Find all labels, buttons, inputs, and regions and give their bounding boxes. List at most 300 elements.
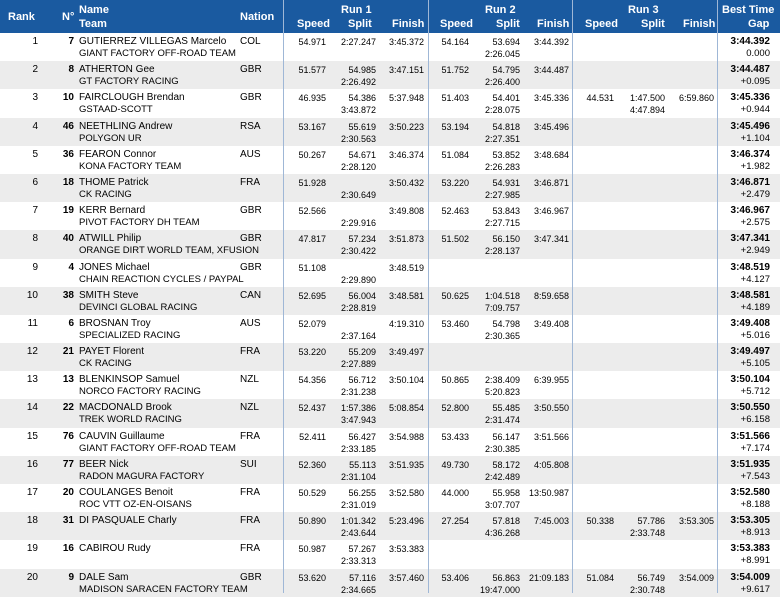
- number-cell: 19: [62, 205, 74, 217]
- best-time: 3:48.581: [730, 289, 770, 301]
- best-time: 3:45.496: [730, 120, 770, 132]
- run1-speed: 51.577: [298, 65, 326, 76]
- run1-finish: 3:49.497: [388, 347, 424, 358]
- run2-split-2: 4:36.268: [484, 528, 520, 539]
- run1-speed: 52.079: [298, 318, 326, 329]
- run2-split: 53.694: [492, 37, 520, 47]
- run2-split: 54.798: [492, 318, 520, 329]
- number-cell: 76: [62, 430, 74, 442]
- table-row: [0, 287, 780, 315]
- rider-name: KERR Bernard: [79, 205, 146, 217]
- nation-cell: FRA: [240, 487, 260, 498]
- rank-cell: 18: [26, 515, 38, 527]
- run3-finish: 6:59.860: [678, 93, 714, 104]
- run1-split: 2:27.247: [340, 37, 376, 47]
- run1-split-2: 2:29.890: [340, 274, 376, 285]
- run2-split: 54.931: [492, 177, 520, 188]
- rider-name: BLENKINSOP Samuel: [79, 374, 180, 386]
- gap-cell: +5.016: [740, 329, 770, 341]
- table-row: [0, 174, 780, 202]
- run1-finish: 3:57.460: [388, 572, 424, 583]
- col-divider: [572, 0, 573, 593]
- rank-cell: 19: [26, 543, 38, 555]
- number-cell: 10: [62, 92, 74, 104]
- nation-cell: RSA: [240, 120, 261, 132]
- run1-split: 54.386: [348, 93, 376, 104]
- run2-finish: 3:46.967: [533, 206, 569, 217]
- run3-split: 1:47.500: [629, 93, 665, 104]
- rider-name: COULANGES Benoit: [79, 487, 173, 498]
- run1-speed: 52.437: [298, 403, 326, 414]
- rider-name: ATWILL Philip: [79, 233, 142, 245]
- number-cell: 7: [68, 36, 74, 47]
- run1-split-2: 2:30.649: [340, 189, 376, 200]
- team-name: SPECIALIZED RACING: [79, 329, 181, 341]
- run1-finish: 3:47.151: [388, 65, 424, 76]
- number-cell: 38: [62, 289, 74, 301]
- rider-name: SMITH Steve: [79, 289, 139, 301]
- number-cell: 40: [62, 233, 74, 245]
- rider-name: FAIRCLOUGH Brendan: [79, 92, 185, 104]
- rider-name: PAYET Florent: [79, 346, 145, 358]
- run2-speed: 52.800: [441, 403, 469, 414]
- rider-name: JONES Michael: [79, 261, 150, 273]
- run2-split-2: 2:27.985: [484, 189, 520, 200]
- team-name: NORCO FACTORY RACING: [79, 386, 201, 398]
- run2-split: 55.485: [492, 403, 520, 414]
- run2-speed: 51.502: [441, 234, 469, 245]
- best-time: 3:44.487: [730, 64, 770, 76]
- best-time: 3:50.104: [730, 374, 770, 386]
- number-cell: 16: [62, 543, 74, 555]
- header-run3-split: Split: [641, 18, 665, 30]
- rider-name: GUTIERREZ VILLEGAS Marcelo: [79, 36, 227, 47]
- run2-split: 57.818: [492, 516, 520, 527]
- nation-cell: AUS: [240, 148, 261, 160]
- run2-speed: 53.194: [441, 121, 469, 132]
- run1-finish: 3:51.935: [388, 459, 424, 470]
- run1-split-2: 2:33.313: [340, 556, 376, 567]
- table-row: [0, 512, 780, 540]
- rider-name: NEETHLING Andrew: [79, 120, 173, 132]
- table-row: [0, 371, 780, 399]
- run2-split-2: 5:20.823: [484, 387, 520, 398]
- run1-split-2: 2:33.185: [340, 443, 376, 454]
- run1-finish: 3:50.104: [388, 375, 424, 386]
- run1-split-2: 2:27.889: [340, 359, 376, 370]
- header-run3-speed: Speed: [585, 18, 619, 30]
- results-rows: [0, 33, 780, 597]
- run2-speed: 51.403: [441, 93, 469, 104]
- gap-cell: +8.188: [740, 499, 770, 510]
- gap-cell: +7.174: [740, 442, 770, 454]
- best-time: 3:52.580: [730, 487, 770, 498]
- rank-cell: 11: [27, 317, 38, 329]
- gap-cell: +2.949: [740, 245, 770, 257]
- nation-cell: COL: [240, 36, 261, 47]
- number-cell: 77: [62, 458, 74, 470]
- number-cell: 8: [68, 64, 74, 76]
- run2-split-2: 19:47.000: [479, 584, 520, 595]
- best-time: 3:45.336: [730, 92, 770, 104]
- run3-split-2: 2:33.748: [629, 528, 665, 539]
- nation-cell: GBR: [240, 64, 262, 76]
- run2-speed: 53.460: [441, 318, 469, 329]
- run1-split: 57.234: [348, 234, 376, 245]
- run2-split: 53.852: [492, 149, 520, 160]
- rider-name: BEER Nick: [79, 458, 129, 470]
- header-no: N°: [62, 11, 75, 23]
- best-time: 3:51.566: [730, 430, 770, 442]
- run1-split: 55.619: [348, 121, 376, 132]
- run2-split-2: 2:28.137: [484, 246, 520, 257]
- nation-cell: GBR: [240, 261, 262, 273]
- nation-cell: CAN: [240, 289, 262, 301]
- team-name: RADON MAGURA FACTORY: [79, 470, 205, 482]
- run2-split-2: 2:30.385: [484, 443, 520, 454]
- run3-finish: 3:54.009: [678, 572, 714, 583]
- header-name: Name: [79, 4, 109, 16]
- run1-speed: 47.817: [298, 234, 326, 245]
- run1-split-2: 2:26.492: [340, 77, 376, 88]
- run2-split-2: 2:26.283: [484, 161, 520, 172]
- rider-name: MACDONALD Brook: [79, 402, 172, 414]
- run1-split: 54.671: [348, 149, 376, 160]
- number-cell: 6: [68, 317, 74, 329]
- best-time: 3:48.519: [730, 261, 770, 273]
- rider-name: DALE Sam: [79, 571, 129, 583]
- run2-split: 54.795: [492, 65, 520, 76]
- number-cell: 22: [62, 402, 74, 414]
- run3-speed: 51.084: [586, 572, 614, 583]
- nation-cell: SUI: [240, 458, 257, 470]
- run1-finish: 3:53.383: [388, 544, 424, 555]
- rank-cell: 5: [32, 148, 38, 160]
- team-name: POLYGON UR: [79, 132, 142, 144]
- run2-split: 53.843: [492, 206, 520, 217]
- header-run2-finish: Finish: [537, 18, 570, 30]
- run2-split: 54.818: [492, 121, 520, 132]
- team-name: GIANT FACTORY OFF-ROAD TEAM: [79, 48, 236, 59]
- run2-finish: 7:45.003: [533, 516, 569, 527]
- run2-finish: 3:45.496: [533, 121, 569, 132]
- best-time: 3:46.967: [730, 205, 770, 217]
- rank-cell: 9: [32, 261, 38, 273]
- run1-split-2: 3:43.872: [340, 105, 376, 116]
- run1-split: 54.985: [348, 65, 376, 76]
- gap-cell: +6.158: [740, 414, 770, 426]
- table-row: [0, 259, 780, 287]
- gap-cell: +5.712: [740, 386, 770, 398]
- run2-speed: 49.730: [441, 459, 469, 470]
- table-row: [0, 61, 780, 89]
- run2-finish: 3:49.408: [533, 318, 569, 329]
- gap-cell: +1.104: [740, 132, 770, 144]
- run1-split: 57.116: [349, 572, 376, 583]
- best-time: 3:50.550: [730, 402, 770, 414]
- run1-finish: 3:46.374: [388, 149, 424, 160]
- rank-cell: 4: [32, 120, 38, 132]
- run2-finish: 3:48.684: [533, 149, 569, 160]
- run1-split: 55.113: [349, 459, 376, 470]
- gap-cell: +1.982: [740, 160, 770, 172]
- run2-finish: 3:44.487: [533, 65, 569, 76]
- run1-speed: 50.267: [298, 149, 326, 160]
- gap-cell: +2.479: [740, 188, 770, 200]
- rank-cell: 20: [26, 571, 38, 583]
- col-divider: [428, 0, 429, 593]
- run2-finish: 21:09.183: [528, 572, 569, 583]
- rider-name: FEARON Connor: [79, 148, 157, 160]
- run2-speed: 54.164: [441, 37, 469, 47]
- rank-cell: 13: [26, 374, 38, 386]
- header-team: Team: [79, 18, 107, 30]
- run1-speed: 46.935: [298, 93, 326, 104]
- run2-split-2: 3:07.707: [484, 500, 520, 510]
- rank-cell: 8: [32, 233, 38, 245]
- run1-speed: 52.695: [298, 290, 326, 301]
- run1-finish: 5:37.948: [388, 93, 424, 104]
- team-name: TREK WORLD RACING: [79, 414, 182, 426]
- team-name: CHAIN REACTION CYCLES / PAYPAL: [79, 273, 244, 285]
- number-cell: 9: [68, 571, 74, 583]
- run1-speed: 54.356: [298, 375, 326, 386]
- run2-split: 58.172: [492, 459, 520, 470]
- number-cell: 18: [62, 176, 74, 188]
- number-cell: 20: [62, 487, 74, 498]
- run2-finish: 3:46.871: [533, 177, 569, 188]
- run2-split: 55.958: [492, 488, 520, 498]
- run1-finish: 3:54.988: [388, 431, 424, 442]
- table-row: [0, 315, 780, 343]
- team-name: CK RACING: [79, 188, 132, 200]
- table-row: [0, 456, 780, 484]
- table-row: [0, 484, 780, 512]
- run1-speed: 54.971: [298, 37, 326, 47]
- run2-finish: 4:05.808: [533, 459, 569, 470]
- run2-split-2: 2:26.045: [484, 49, 520, 59]
- run2-speed: 53.406: [441, 572, 469, 583]
- run3-split-2: 2:30.748: [629, 584, 665, 595]
- run2-finish: 6:39.955: [533, 375, 569, 386]
- header-run3: Run 3: [628, 4, 659, 16]
- run3-speed: 50.338: [586, 516, 614, 527]
- rank-cell: 14: [26, 402, 38, 414]
- gap-cell: +0.944: [740, 104, 770, 116]
- header-run2-split: Split: [496, 18, 520, 30]
- run1-split-2: 2:43.644: [340, 528, 376, 539]
- table-row: [0, 343, 780, 371]
- run3-speed: 44.531: [586, 93, 614, 104]
- run2-split: 56.147: [492, 431, 520, 442]
- best-time: 3:49.497: [730, 346, 770, 358]
- run2-split-2: 2:42.489: [484, 471, 520, 482]
- run1-split: 55.209: [348, 347, 376, 358]
- run1-split: 1:01.342: [340, 516, 376, 527]
- rider-name: ATHERTON Gee: [79, 64, 155, 76]
- run1-speed: 53.220: [298, 347, 326, 358]
- nation-cell: FRA: [240, 430, 260, 442]
- gap-cell: +9.617: [740, 583, 770, 595]
- run1-split-2: 2:31.019: [340, 500, 376, 510]
- nation-cell: GBR: [240, 92, 262, 104]
- run1-speed: 52.360: [298, 459, 326, 470]
- run1-finish: 3:50.223: [388, 121, 424, 132]
- table-row: [0, 202, 780, 230]
- nation-cell: FRA: [240, 346, 260, 358]
- run1-finish: 3:48.519: [388, 262, 424, 273]
- run3-split-2: 4:47.894: [629, 105, 665, 116]
- nation-cell: GBR: [240, 205, 262, 217]
- run2-speed: 27.254: [441, 516, 469, 527]
- run2-finish: 3:45.336: [533, 93, 569, 104]
- run2-split-2: 2:31.474: [484, 415, 520, 426]
- run2-speed: 53.220: [441, 177, 469, 188]
- gap-cell: 0.000: [746, 48, 770, 59]
- header-best-time: Best Time: [722, 4, 775, 16]
- run2-split-2: 2:27.351: [484, 133, 520, 144]
- gap-cell: +0.095: [740, 76, 770, 88]
- run2-finish: 3:50.550: [533, 403, 569, 414]
- run2-split-2: 2:28.075: [484, 105, 520, 116]
- table-row: [0, 428, 780, 456]
- run1-speed: 50.987: [298, 544, 326, 555]
- nation-cell: NZL: [240, 374, 259, 386]
- run2-finish: 13:50.987: [528, 488, 569, 498]
- run1-split-2: 2:34.665: [340, 584, 376, 595]
- nation-cell: AUS: [240, 317, 261, 329]
- team-name: CK RACING: [79, 358, 132, 370]
- run2-finish: 3:51.566: [533, 431, 569, 442]
- rank-cell: 3: [32, 92, 38, 104]
- table-row: [0, 33, 780, 61]
- best-time: 3:49.408: [730, 317, 770, 329]
- gap-cell: +4.127: [740, 273, 770, 285]
- run3-finish: 3:53.305: [678, 516, 714, 527]
- rank-cell: 2: [32, 64, 38, 76]
- run1-speed: 50.890: [298, 516, 326, 527]
- gap-cell: +2.575: [740, 217, 770, 229]
- table-row: [0, 399, 780, 427]
- number-cell: 13: [62, 374, 74, 386]
- team-name: MADISON SARACEN FACTORY TEAM: [79, 583, 248, 595]
- run1-split: 56.004: [348, 290, 376, 301]
- run2-speed: 50.625: [441, 290, 469, 301]
- run1-split-2: 2:30.422: [340, 246, 376, 257]
- run1-split-2: 2:28.120: [340, 161, 376, 172]
- nation-cell: FRA: [240, 176, 260, 188]
- col-divider: [717, 0, 718, 593]
- run2-split: 54.401: [492, 93, 520, 104]
- team-name: GIANT FACTORY OFF-ROAD TEAM: [79, 442, 236, 454]
- run1-finish: 3:45.372: [388, 37, 424, 47]
- nation-cell: FRA: [240, 543, 260, 555]
- rank-cell: 10: [26, 289, 38, 301]
- run2-split: 1:04.518: [484, 290, 520, 301]
- gap-cell: +8.913: [740, 527, 770, 539]
- header-run1: Run 1: [341, 4, 372, 16]
- header-rank: Rank: [8, 11, 35, 23]
- run2-split-2: 7:09.757: [484, 302, 520, 313]
- gap-cell: +5.105: [740, 358, 770, 370]
- rank-cell: 15: [26, 430, 38, 442]
- best-time: 3:51.935: [730, 458, 770, 470]
- run1-split-2: 2:31.238: [340, 387, 376, 398]
- run2-finish: 3:47.341: [533, 234, 569, 245]
- rank-cell: 17: [26, 487, 38, 498]
- run2-split: 2:38.409: [484, 375, 520, 386]
- table-row: [0, 146, 780, 174]
- run1-split-2: 2:37.164: [340, 330, 376, 341]
- header-run3-finish: Finish: [683, 18, 716, 30]
- run1-finish: 4:19.310: [388, 318, 424, 329]
- run1-speed: 53.167: [298, 121, 326, 132]
- team-name: PIVOT FACTORY DH TEAM: [79, 217, 200, 229]
- run1-split-2: 2:29.916: [340, 218, 376, 229]
- gap-cell: +8.991: [740, 555, 770, 567]
- table-row: [0, 118, 780, 146]
- rider-name: THOME Patrick: [79, 176, 149, 188]
- number-cell: 36: [62, 148, 74, 160]
- best-time: 3:44.392: [730, 36, 770, 47]
- run2-finish: 3:44.392: [533, 37, 569, 47]
- best-time: 3:47.341: [730, 233, 770, 245]
- best-time: 3:53.383: [730, 543, 770, 555]
- run1-split: 57.267: [348, 544, 376, 555]
- number-cell: 31: [62, 515, 74, 527]
- header-gap: Gap: [748, 18, 770, 30]
- rank-cell: 1: [32, 36, 38, 47]
- run2-speed: 53.433: [441, 431, 469, 442]
- table-row: [0, 89, 780, 117]
- run1-speed: 51.108: [298, 262, 326, 273]
- run1-split-2: 2:28.819: [340, 302, 376, 313]
- header-run2: Run 2: [485, 4, 516, 16]
- rank-cell: 7: [32, 205, 38, 217]
- run1-speed: 53.620: [298, 572, 326, 583]
- run1-finish: 3:48.581: [388, 290, 424, 301]
- run1-finish: 3:51.873: [388, 234, 424, 245]
- run2-split: 56.150: [492, 234, 520, 245]
- team-name: ORANGE DIRT WORLD TEAM, XFUSION: [79, 245, 259, 257]
- table-row: [0, 230, 780, 258]
- table-header: [0, 0, 780, 33]
- run2-speed: 51.752: [441, 65, 469, 76]
- run1-speed: 51.928: [298, 177, 326, 188]
- run1-finish: 3:49.808: [388, 206, 424, 217]
- run1-speed: 50.529: [298, 488, 326, 498]
- rank-cell: 16: [26, 458, 38, 470]
- run3-split: 57.786: [637, 516, 665, 527]
- team-name: GSTAAD-SCOTT: [79, 104, 153, 116]
- run1-finish: 3:50.432: [388, 177, 424, 188]
- run2-split: 56.863: [492, 572, 520, 583]
- nation-cell: FRA: [240, 515, 260, 527]
- best-time: 3:53.305: [730, 515, 770, 527]
- header-run1-split: Split: [348, 18, 372, 30]
- run3-split: 56.749: [637, 572, 665, 583]
- table-row: [0, 540, 780, 568]
- gap-cell: +4.189: [740, 301, 770, 313]
- header-nation: Nation: [240, 11, 275, 23]
- team-name: ROC VTT OZ-EN-OISANS: [79, 499, 192, 510]
- gap-cell: +7.543: [740, 470, 770, 482]
- col-divider: [283, 0, 284, 593]
- run2-split-2: 2:26.400: [484, 77, 520, 88]
- run1-speed: 52.411: [299, 431, 326, 442]
- team-name: GT FACTORY RACING: [79, 76, 179, 88]
- header-run2-speed: Speed: [440, 18, 474, 30]
